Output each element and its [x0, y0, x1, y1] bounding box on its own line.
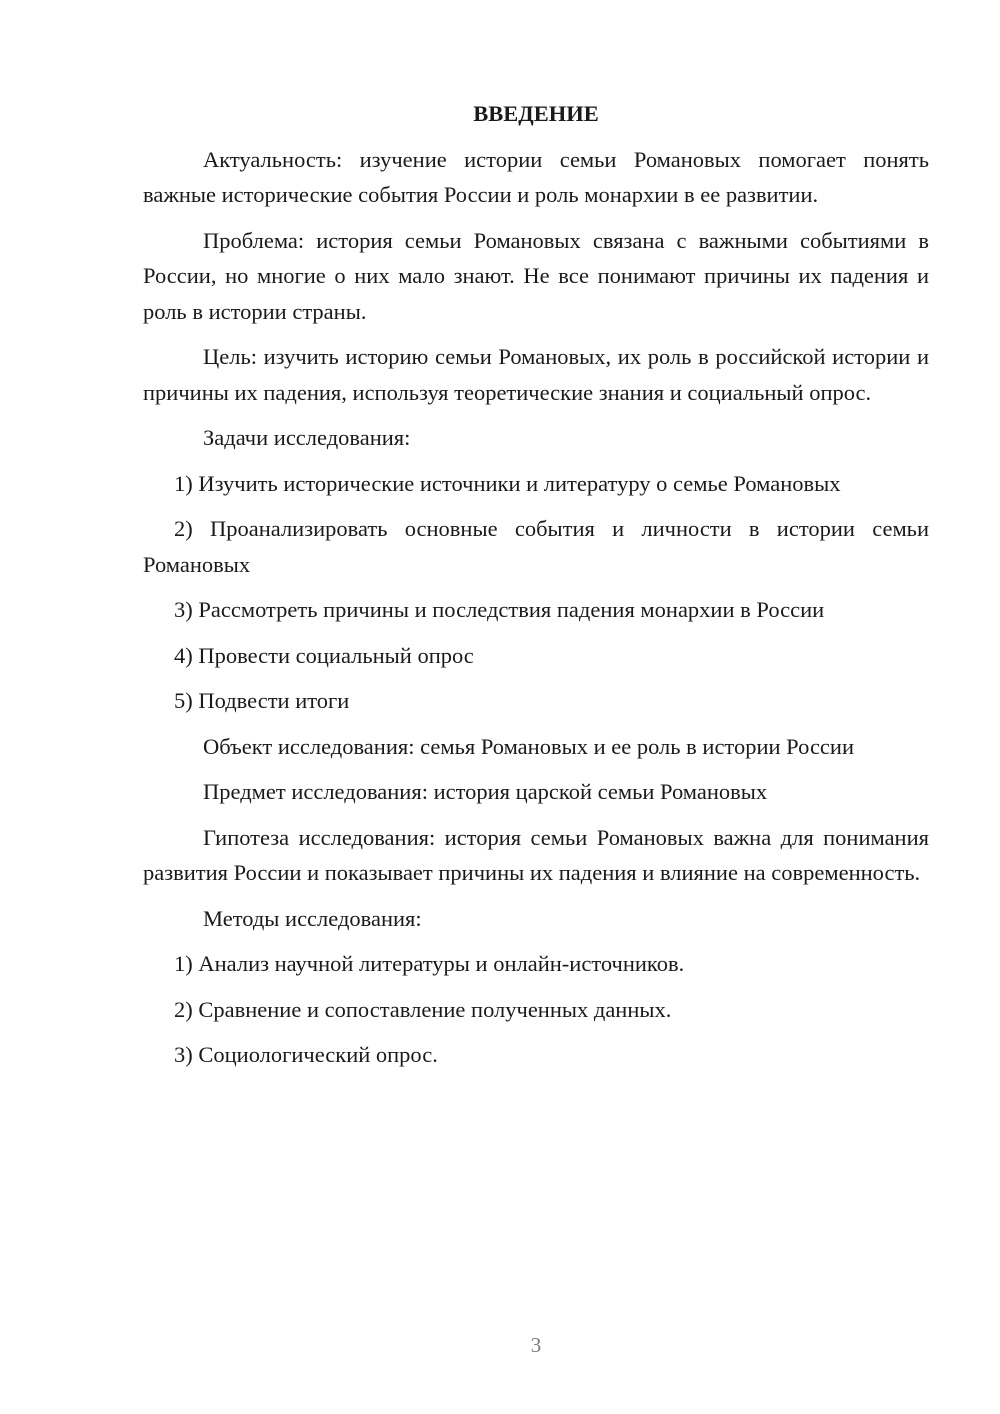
relevance-paragraph: Актуальность: изучение истории семьи Романовых помогает понять важные исторические события России и роль монархии в ее развитии. — [143, 146, 929, 207]
task-item: 2) Проанализировать основные события и личности в истории семьи Романовых — [143, 516, 929, 577]
method-item: 3) Социологический опрос. — [174, 1042, 438, 1067]
object-paragraph: Объект исследования: семья Романовых и ее роль в истории России — [203, 733, 854, 759]
section-heading: ВВЕДЕНИЕ — [473, 101, 599, 126]
task-item: 3) Рассмотреть причины и последствия падения монархии в России — [174, 597, 825, 622]
tasks-heading: Задачи исследования: — [203, 425, 411, 450]
subject-paragraph: Предмет исследования: история царской семьи Романовых — [203, 779, 768, 804]
method-item: 2) Сравнение и сопоставление полученных данных. — [174, 996, 672, 1022]
method-item: 1) Анализ научной литературы и онлайн-источников. — [174, 951, 685, 976]
task-item: 5) Подвести итоги — [174, 688, 350, 713]
methods-heading: Методы исследования: — [203, 905, 422, 931]
page-content — [143, 96, 929, 1083]
task-item: 4) Провести социальный опрос — [174, 642, 474, 668]
page-number: 3 — [530, 1333, 542, 1357]
task-item: 1) Изучить исторические источники и литературу о семье Романовых — [174, 470, 841, 496]
goal-paragraph: Цель: изучить историю семьи Романовых, их роль в российской истории и причины их падения, используя теоретические знания и социальный опрос. — [143, 344, 929, 405]
problem-paragraph: Проблема: история семьи Романовых связана с важными событиями в России, но многие о них мало знают. Не все понимают причины их падения и роль в истории страны. — [143, 227, 929, 324]
hypothesis-paragraph: Гипотеза исследования: история семьи Романовых важна для понимания развития России и показывает причины их падения и влияние на современность. — [143, 824, 929, 885]
